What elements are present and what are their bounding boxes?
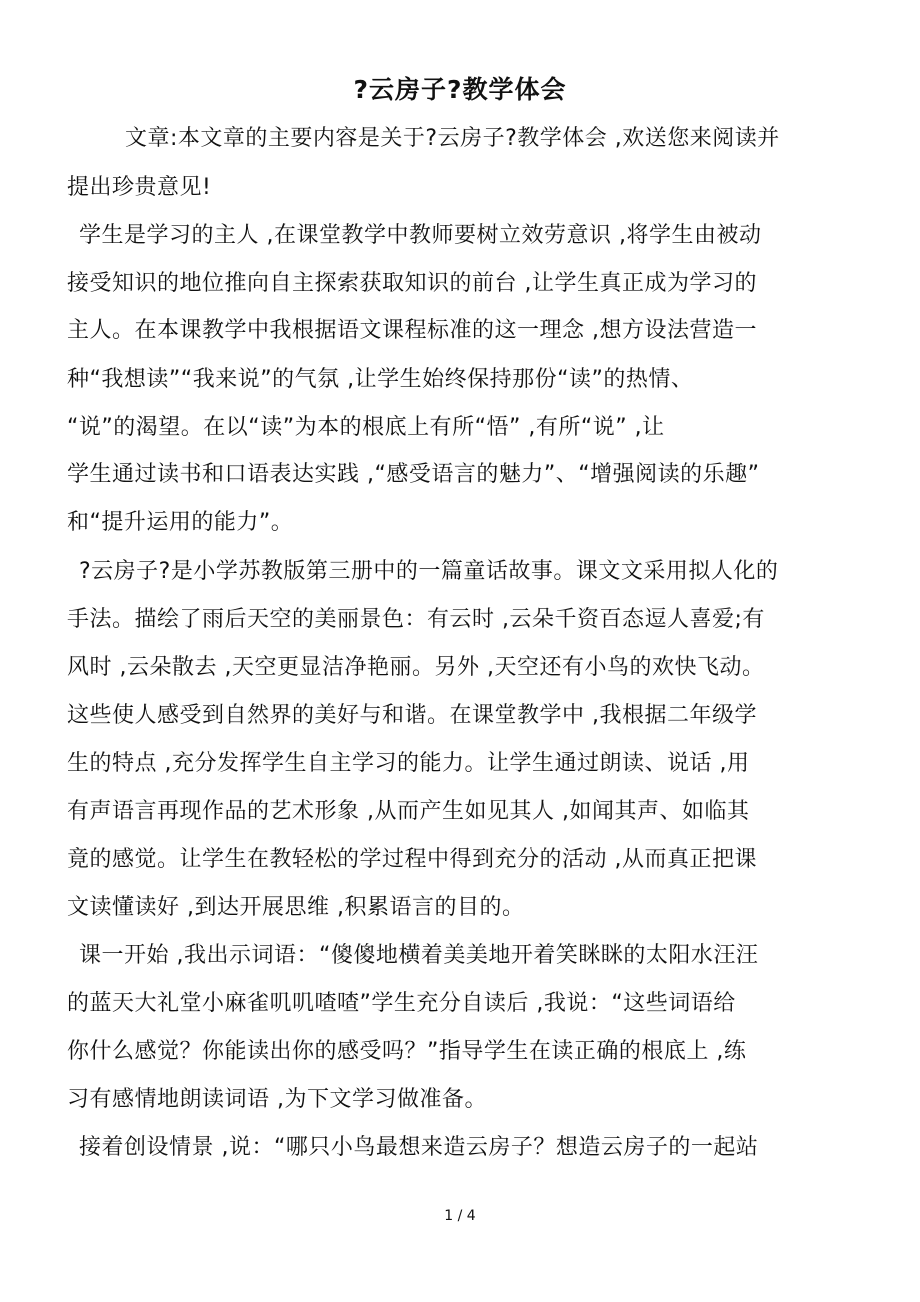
text-line: 生的特点 ,充分发挥学生自主学习的能力。让学生通过朗读、说话 ,用 bbox=[67, 751, 750, 776]
text-line: 竟的感觉。让学生在教轻松的学过程中得到充分的活动 ,从而真正把课 bbox=[67, 847, 757, 872]
text-line: 主人。在本课教学中我根据语文课程标准的这一理念 ,想方设法营造一 bbox=[67, 318, 757, 343]
text-line: 种“我想读”“我来说”的气氛 ,让学生始终保持那份“读”的热情、 bbox=[67, 367, 694, 392]
text-line: 有声语言再现作品的艺术形象 ,从而产生如见其人 ,如闻其声、如临其 bbox=[67, 799, 750, 824]
text-line: 风时 ,云朵散去 ,天空更显洁净艳丽。另外 ,天空还有小鸟的欢快飞动。 bbox=[67, 655, 765, 680]
text-line: 接着创设情景 ,说：“哪只小鸟最想来造云房子？想造云房子的一起站 bbox=[79, 1135, 759, 1160]
text-line: 这些使人感受到自然界的美好与和谐。在课堂教学中 ,我根据二年级学 bbox=[67, 703, 757, 728]
text-line: 学生是学习的主人 ,在课堂教学中教师要树立效劳意识 ,将学生由被动 bbox=[79, 223, 762, 248]
document-title: ?云房子?教学体会 bbox=[353, 75, 567, 104]
text-line: 课一开始 ,我出示词语：“傻傻地横着美美地开着笑眯眯的太阳水汪汪 bbox=[79, 943, 759, 968]
text-line: 接受知识的地位推向自主探索获取知识的前台 ,让学生真正成为学习的 bbox=[67, 271, 757, 296]
text-line: 的蓝天大礼堂小麻雀叽叽喳喳”学生充分自读后 ,我说：“这些词语给 bbox=[67, 991, 736, 1016]
text-line: 和“提升运用的能力”。 bbox=[67, 510, 294, 535]
text-line: 文章:本文章的主要内容是关于?云房子?教学体会 ,欢送您来阅读并 bbox=[125, 126, 780, 151]
text-line: 文读懂读好 ,到达开展思维 ,积累语言的目的。 bbox=[67, 895, 525, 920]
text-line: 你什么感觉？你能读出你的感受吗？”指导学生在读正确的根底上 ,练 bbox=[67, 1039, 747, 1064]
text-line: 提出珍贵意见! bbox=[67, 175, 212, 200]
text-line: “说”的渴望。在以“读”为本的根底上有所“悟” ,有所“说” ,让 bbox=[67, 415, 665, 440]
text-line: 手法。描绘了雨后天空的美丽景色：有云时 ,云朵千资百态逗人喜爱;有 bbox=[67, 607, 765, 632]
text-line: 习有感情地朗读词语 ,为下文学习做准备。 bbox=[67, 1087, 487, 1112]
text-line: 学生通过读书和口语表达实践 ,“感受语言的魅力”、“增强阅读的乐趣” bbox=[67, 462, 760, 487]
text-line: ?云房子?是小学苏教版第三册中的一篇童话故事。课文文采用拟人化的 bbox=[79, 559, 779, 584]
page-number: 1 / 4 bbox=[444, 1208, 476, 1224]
